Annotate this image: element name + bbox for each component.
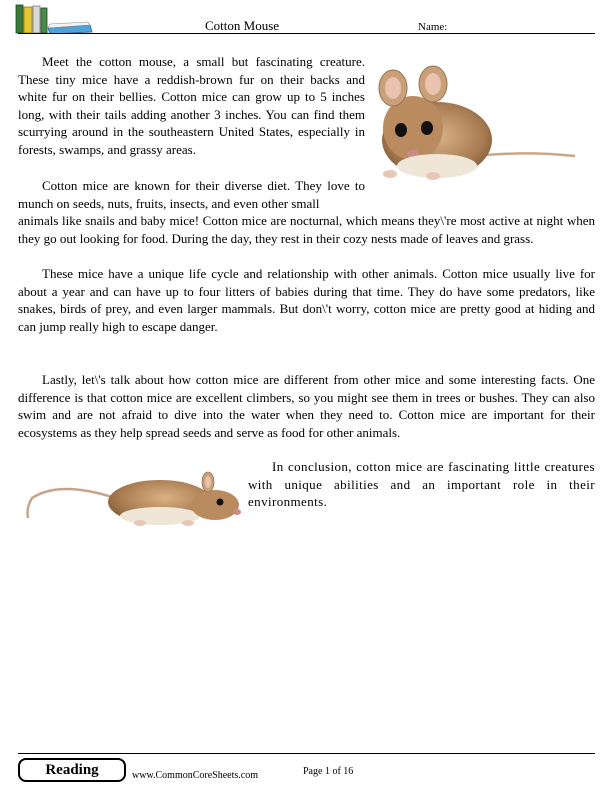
page-title: Cotton Mouse <box>205 18 280 33</box>
paragraph-differences: Lastly, let\'s talk about how cotton mice are different from other mice and some interesting facts. One difference is that cotton mice are excellent climbers, so you might see them in trees or bushes. They can also swim and are not afraid to dive into the water when they need to. Cotton mice are important for their ecosystems as they help spread seeds and serve as food for other animals. <box>18 372 595 440</box>
mouse-photo-icon <box>20 460 245 530</box>
paragraph-diet: Cotton mice are known for their diverse diet. They love to munch on seeds, nuts, fruits, insects, and even other small animals like snails and baby mice! Cotton mice are nocturnal, which means they\'re most active at night when they go out looking for food. During the day, they rest in their cozy nests made of leaves and grass. <box>18 178 595 246</box>
paragraph-conclusion: In conclusion, cotton mice are fascinating little creatures with unique abilities and an important role in their environments. <box>248 459 595 510</box>
mouse-photo-icon <box>365 58 585 188</box>
subject-badge: Reading <box>18 758 126 782</box>
paragraph-intro: Meet the cotton mouse, a small but fascinating creature. These tiny mice have a reddish-brown fur on their backs and white fur on their bellies. Cotton mice can grow up to 5 inches long, with their tails adding another 3 inches. You can find them scurrying around in the southeastern United States, especially in forests, swamps, and grassy areas. <box>18 54 365 157</box>
books-icon <box>14 4 94 34</box>
paragraph-life-cycle: These mice have a unique life cycle and relationship with other animals. Cotton mice usually live for about a year and can have up to four litters of babies during that time. They do have some predators, like snakes, birds of prey, and even larger mammals. But don\'t worry, cotton mice are pretty good at hiding and can jump really high to escape danger. <box>18 266 595 334</box>
website-link[interactable]: www.CommonCoreSheets.com <box>132 770 259 781</box>
name-label: Name: <box>418 21 448 33</box>
page-number: Page 1 of 16 <box>303 766 354 777</box>
header-divider <box>18 33 595 34</box>
footer-divider <box>18 753 595 754</box>
